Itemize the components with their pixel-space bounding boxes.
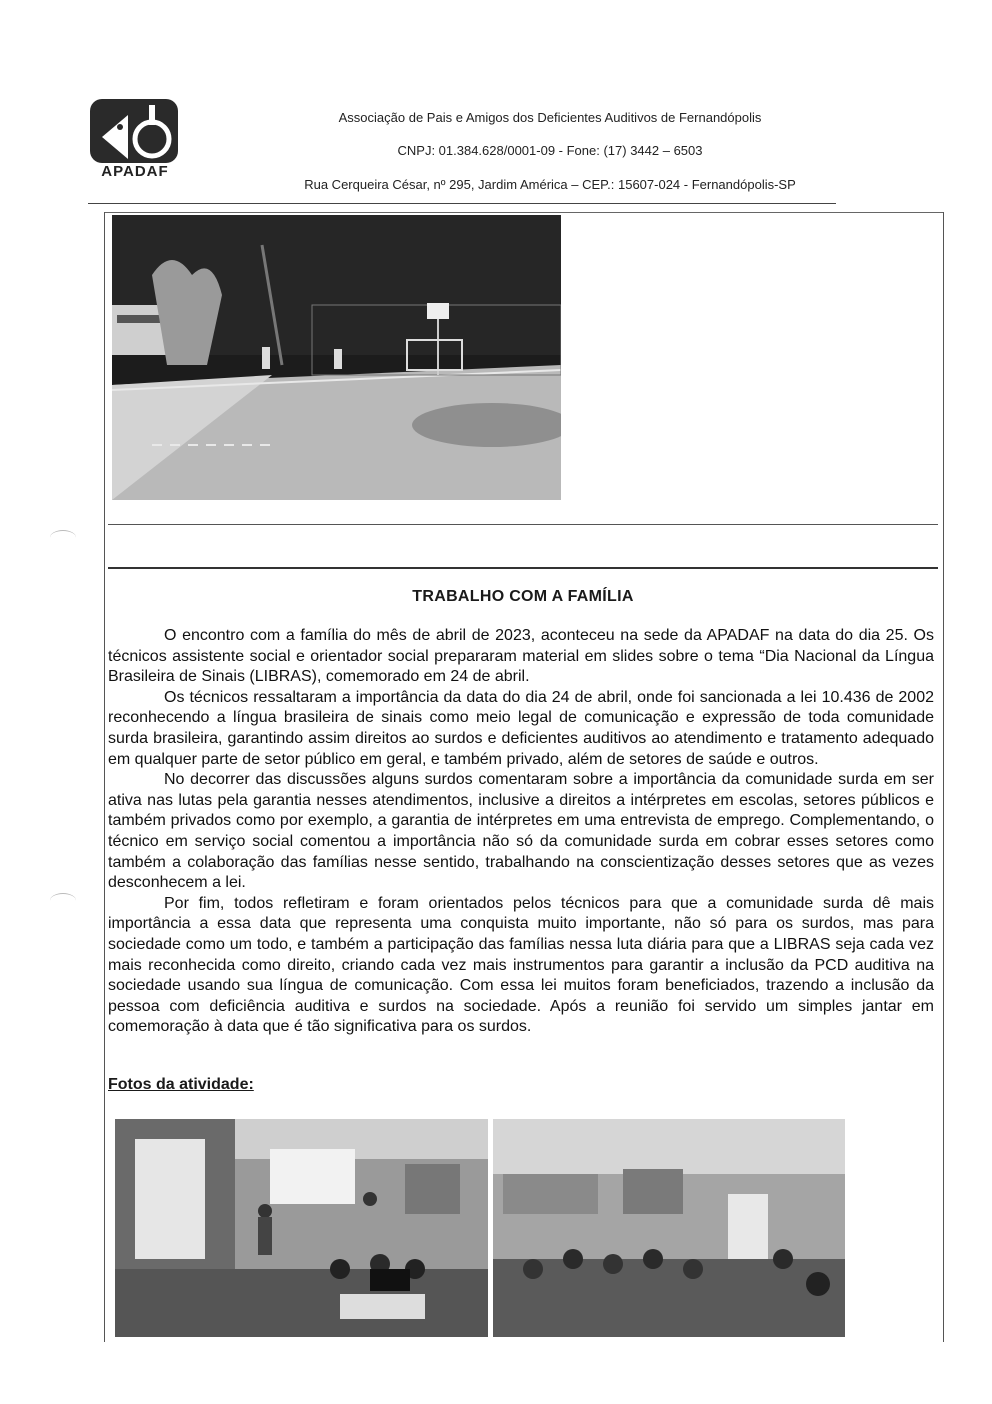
header-divider: [88, 203, 836, 204]
paragraph: Por fim, todos refletiram e foram orientados pelos técnicos para que a comunidade surda dê mais importância a essa data que representa uma conquista muito importante, não só para os surdos, mas para sociedade como um todo, e também a participação das famílias nessa luta diária para que a LIBRAS seja cada vez mais reconhecida como direito, criando cada vez mais instrumentos para garantir a inclusão da PCD auditiva na sociedade usando sua língua de comunicação. Com essa lei muitos foram beneficiados, trazendo a inclusão da pessoa com deficiência auditiva e surdos na sociedade. Após a reunião foi servido um simples jantar em comemoração à data que é tão significativa para os surdos.: [108, 894, 934, 1036]
body-text: [108, 626, 934, 1038]
frame-right-border: [943, 212, 944, 1342]
paragraph: No decorrer das discussões alguns surdos comentaram sobre a importância da comunidade surda em ser ativa nas lutas pela garantia nesses atendimentos, inclusive a direitos a intérpretes em escolas, setores públicos e também privados como por exemplo, a garantia de intérpretes em uma entrevista de emprego. Complementando, o técnico em serviço social comentou a importância não só da comunidade surda em cobrar esses setores como também a colaboração das famílias nesse sentido, trabalhando na conscientização desses setores que as vezes desconhecem a lei.: [108, 771, 934, 892]
court-photo: [112, 215, 561, 500]
frame-top-border: [104, 212, 944, 213]
meeting-photo-left: [115, 1119, 488, 1337]
paragraph: Os técnicos ressaltaram a importância da data do dia 24 de abril, onde foi sancionada a lei 10.436 de 2002 reconhecendo a língua brasileira de sinais como meio legal de comunicação e expressão de toda comunidade surda brasileira, garantindo assim direitos ao surdos e deficientes auditivos ao atendimento e tratamento adequado em qualquer parte de setor público em geral, e também privado, além de setores de saúde e outros.: [108, 688, 934, 768]
logo-text: APADAF: [101, 163, 169, 180]
meeting-photo-right: [493, 1119, 845, 1337]
org-name: Associação de Pais e Amigos dos Deficientes Auditivos de Fernandópolis: [338, 110, 762, 125]
scan-mark: [50, 893, 76, 908]
paragraph: O encontro com a família do mês de abril de 2023, aconteceu na sede da APADAF na data do dia 25. Os técnicos assistente social e orientador social prepararam material em slides sobre o tema “Dia Nacional da Língua Brasileira de Sinais (LIBRAS), comemorado em 24 de abril.: [108, 627, 934, 686]
cnpj-line: CNPJ: 01.384.628/0001-09 - Fone: (17) 3442 – 6503: [397, 143, 703, 158]
photos-label: Fotos da atividade:: [108, 1076, 254, 1093]
section-divider-thick: [108, 567, 938, 569]
address-line: Rua Cerqueira César, nº 295, Jardim América – CEP.: 15607-024 - Fernandópolis-SP: [304, 177, 796, 192]
section-title: TRABALHO COM A FAMÍLIA: [412, 588, 634, 605]
scan-mark: [50, 530, 76, 545]
frame-left-border: [104, 212, 105, 1342]
section-divider-thin: [108, 524, 938, 525]
